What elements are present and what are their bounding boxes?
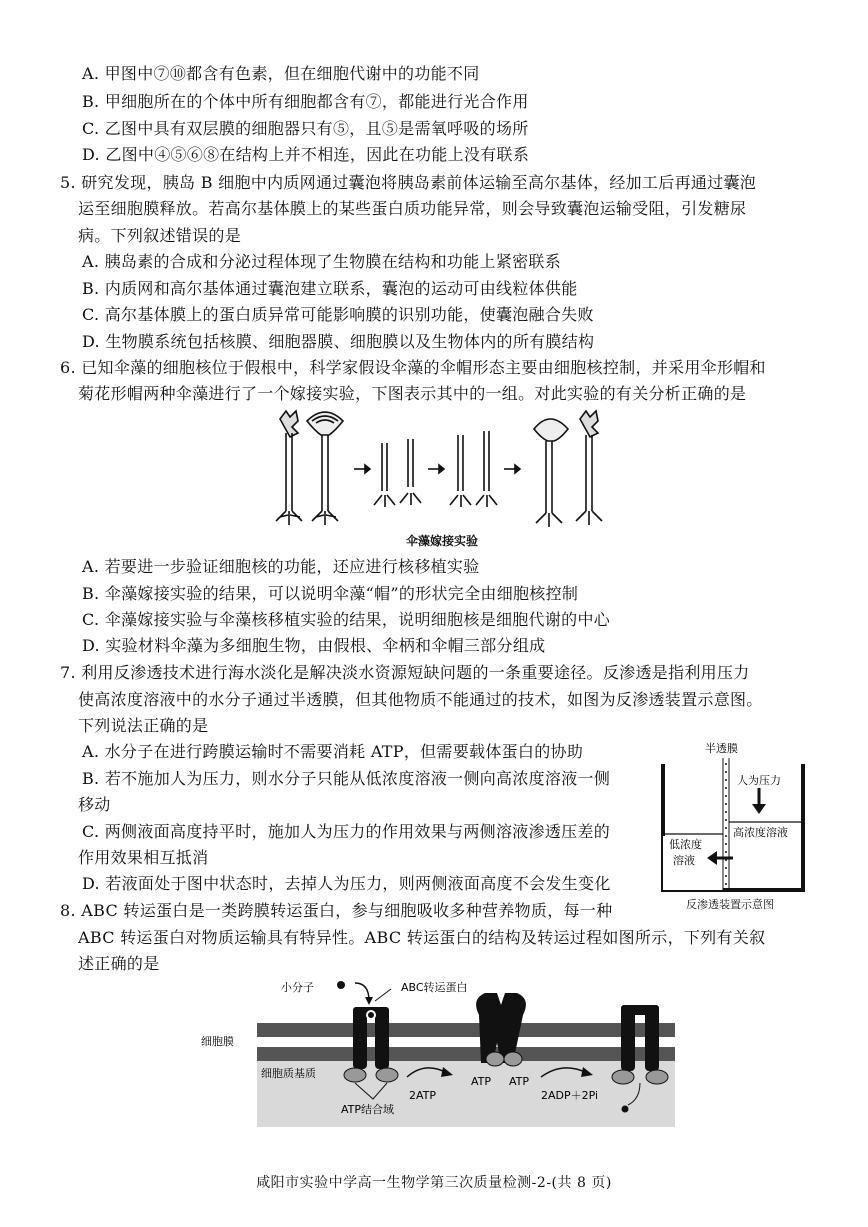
q5-stem-line1: 5. 研究发现，胰岛 B 细胞中内质网通过囊泡将胰岛素前体运输至高尔基体，经加工后再通过囊泡 [60, 173, 757, 192]
q7-stem-line2: 使高浓度溶液中的水分子通过半透膜，但其他物质不能通过的技术，如图为反渗透装置示意图。 [78, 690, 763, 709]
reverse-osmosis-diagram [655, 740, 815, 900]
q6-option-c: C. 伞藻嫁接实验与伞藻核移植实验的结果，说明细胞核是细胞代谢的中心 [82, 610, 611, 629]
q6-figure-caption: 伞藻嫁接实验 [406, 534, 479, 548]
q7-option-b-line2: 移动 [78, 795, 111, 814]
q5-option-a: A. 胰岛素的合成和分泌过程体现了生物膜在结构和功能上紧密联系 [82, 252, 562, 271]
ro-label-pressure: 人为压力 [737, 774, 781, 787]
q7-option-c-line2: 作用效果相互抵消 [78, 848, 209, 867]
q4-option-a: A. 甲图中⑦⑩都含有色素，但在细胞代谢中的功能不同 [82, 64, 480, 83]
abc-label-adp: 2ADP＋2Pi [541, 1089, 599, 1102]
q7-stem-line3: 下列说法正确的是 [78, 716, 209, 735]
abc-label-membrane: 细胞膜 [201, 1035, 234, 1048]
abc-label-matrix: 细胞质基质 [261, 1067, 316, 1080]
ro-label-low-conc-2: 溶液 [673, 854, 695, 867]
q6-option-d: D. 实验材料伞藻为多细胞生物，由假根、伞柄和伞帽三部分组成 [82, 636, 546, 655]
q5-stem-line2: 运至细胞膜释放。若高尔基体膜上的某些蛋白质功能异常，则会导致囊泡运输受阻，引发糖尿 [78, 199, 747, 218]
q7-option-d: D. 若液面处于图中状态时，去掉人为压力，则两侧液面高度不会发生变化 [82, 874, 611, 893]
q5-option-d: D. 生物膜系统包括核膜、细胞器膜、细胞膜以及生物体内的所有膜结构 [82, 332, 595, 351]
abc-transporter-diagram [195, 975, 685, 1135]
abc-label-atp-b: ATP [509, 1075, 530, 1088]
abc-label-2atp: 2ATP [409, 1089, 437, 1102]
q7-option-b-line1: B. 若不施加人为压力，则水分子只能从低浓度溶液一侧向高浓度溶液一侧 [82, 769, 611, 788]
q6-stem-line2: 菊花形帽两种伞藻进行了一个嫁接实验，下图表示其中的一组。对此实验的有关分析正确的是 [78, 384, 747, 403]
page-footer: 咸阳市实验中学高一生物学第三次质量检测-2-(共 8 页) [256, 1175, 612, 1191]
q6-stem-line1: 6. 已知伞藻的细胞核位于假根中，科学家假设伞藻的伞帽形态主要由细胞核控制，并采用伞形帽和 [60, 358, 766, 377]
q5-option-c: C. 高尔基体膜上的蛋白质异常可能影响膜的识别功能，使囊泡融合失败 [82, 305, 594, 324]
ro-label-high-conc: 高浓度溶液 [733, 826, 788, 839]
q5-stem-line3: 病。下列叙述错误的是 [78, 226, 242, 245]
ro-label-low-conc-1: 低浓度 [669, 838, 702, 851]
q7-option-a: A. 水分子在进行跨膜运输时不需要消耗 ATP，但需要载体蛋白的协助 [82, 742, 584, 761]
q8-stem-line3: 述正确的是 [78, 954, 160, 973]
q8-stem-line1: 8. ABC 转运蛋白是一类跨膜转运蛋白，参与细胞吸收多种营养物质，每一种 [60, 901, 613, 920]
q4-option-c: C. 乙图中具有双层膜的细胞器只有⑤，且⑤是需氧呼吸的场所 [82, 119, 529, 138]
abc-label-small-molecule: 小分子 [281, 981, 314, 994]
abc-label-transporter: ABC转运蛋白 [401, 981, 468, 994]
q4-option-d: D. 乙图中④⑤⑥⑧在结构上并不相连，因此在功能上没有联系 [82, 145, 530, 164]
ro-figure-caption: 反渗透装置示意图 [686, 898, 774, 911]
abc-label-atp-a: ATP [471, 1075, 492, 1088]
ro-label-membrane: 半透膜 [705, 742, 738, 755]
q6-option-a: A. 若要进一步验证细胞核的功能，还应进行核移植实验 [82, 557, 480, 576]
q8-stem-line2: ABC 转运蛋白对物质运输具有特异性。ABC 转运蛋白的结构及转运过程如图所示，下列有关叙 [78, 928, 766, 947]
q6-option-b: B. 伞藻嫁接实验的结果，可以说明伞藻“帽”的形状完全由细胞核控制 [82, 584, 579, 603]
q5-option-b: B. 内质网和高尔基体通过囊泡建立联系，囊泡的运动可由线粒体供能 [82, 279, 578, 298]
q4-option-b: B. 甲细胞所在的个体中所有细胞都含有⑦，都能进行光合作用 [82, 92, 529, 111]
acetabularia-graft-diagram [262, 405, 622, 535]
q7-stem-line1: 7. 利用反渗透技术进行海水淡化是解决淡水资源短缺问题的一条重要途径。反渗透是指利用压力 [60, 663, 750, 682]
q7-option-c-line1: C. 两侧液面高度持平时，施加人为压力的作用效果与两侧溶液渗透压差的 [82, 822, 611, 841]
abc-label-atp-domain: ATP结合域 [341, 1103, 395, 1116]
